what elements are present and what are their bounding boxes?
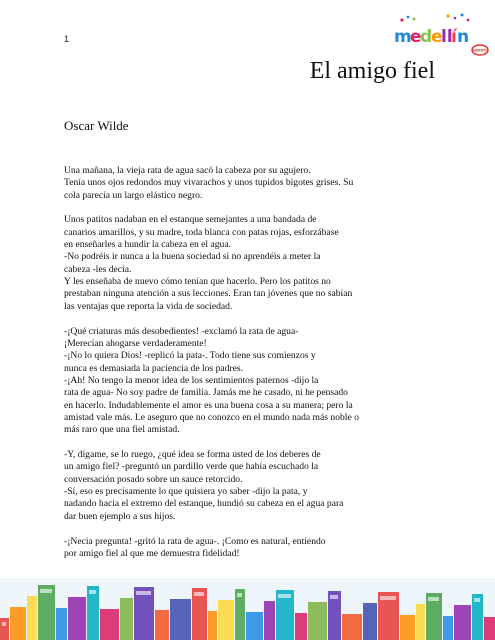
footer-book: [27, 596, 37, 640]
footer-book: [308, 602, 327, 640]
text-line: por amigo fiel al que me demuestra fidelidad!: [64, 547, 240, 559]
footer-book: [246, 612, 263, 640]
text-line: cabeza -les decía.: [64, 263, 132, 275]
footer-book: [264, 601, 275, 640]
footer-book: [443, 616, 453, 640]
footer-book: [342, 614, 362, 640]
footer-book-stripe: [89, 590, 96, 594]
text-line: nunca es demasiada la paciencia de los padres.: [64, 362, 244, 374]
footer-book: [363, 603, 377, 640]
text-line: cola parecía un largo elástico negro.: [64, 189, 203, 201]
page-number: 1: [64, 34, 70, 44]
text-line: -¡Necia pregunta! -gritó la rata de agua-. ¡Como es natural, entiendo: [64, 535, 326, 547]
text-line: un amigo fiel? -preguntó un pardillo verde que había escuchado la: [64, 461, 319, 473]
text-line: canarios amarillos, y su madre, toda blanca con patas rojas, esforzábase: [64, 226, 339, 238]
text-line: en hacerlo. Indudablemente el amor es una buena cosa a su manera; pero la: [64, 399, 353, 411]
paragraph: [64, 536, 444, 561]
text-line: las ventajas que reporta la vida de sociedad.: [64, 300, 233, 312]
footer-book: [68, 597, 86, 640]
footer-book: [484, 617, 495, 640]
text-line: -No podréis ir nunca a la buena sociedad si no aprendéis a meter la: [64, 251, 321, 263]
medellin-logo: [392, 12, 492, 62]
footer-book: [10, 607, 26, 640]
text-line: conversación posado sobre un sauce retorcido.: [64, 473, 243, 485]
document-title: El amigo fiel: [309, 58, 435, 84]
text-line: rata de agua- No soy padre de familia. Jamás me he casado, ni he pensado: [64, 387, 348, 399]
logo-dots: [400, 14, 469, 22]
text-line: Una mañana, la vieja rata de agua sacó la cabeza por su agujero.: [64, 165, 311, 176]
svg-text:e: e: [431, 27, 443, 47]
footer-book: [295, 613, 307, 640]
footer-book: [100, 609, 119, 640]
document-author: Oscar Wilde: [64, 118, 129, 133]
footer-book: [400, 615, 415, 640]
footer-book-stripe: [380, 596, 396, 600]
text-line: dar buen ejemplo a sus hijos.: [64, 510, 176, 522]
footer-book: [0, 618, 9, 640]
footer-book-stripe: [194, 592, 204, 596]
footer-book-stripe: [474, 598, 480, 602]
text-line: Y les enseñaba de nuevo cómo tenían que hacerlo. Pero los patitos no: [64, 276, 331, 288]
svg-text:d: d: [420, 27, 433, 47]
text-line: prestaban ninguna atención a sus lecciones. Eran tan jóvenes que no sabían: [64, 288, 353, 300]
svg-text:í: í: [451, 27, 457, 47]
text-line: nadando hacia el extremo del estanque, hundió su cabeza en el agua para: [64, 498, 344, 510]
svg-text:n: n: [457, 27, 470, 47]
footer-book-stripe: [40, 589, 52, 593]
text-line: amistad vale más. Le aseguro que no conozco en el mundo nada más noble o: [64, 411, 359, 423]
text-line: -¡Qué criaturas más desobedientes! -exclamó la rata de agua-: [64, 325, 299, 337]
footer-book-stripe: [278, 594, 291, 598]
svg-text:ABIERTO: ABIERTO: [471, 48, 489, 53]
text-line: -¡Ah! No tengo la menor idea de los sentimientos paternos -dijo la: [64, 374, 319, 386]
svg-text:e: e: [410, 27, 422, 47]
footer-book: [416, 604, 425, 640]
footer-book-stripe: [330, 595, 338, 599]
footer-book-stripe: [237, 593, 242, 597]
footer-book: [454, 605, 471, 640]
footer-bookshelf-illustration: [0, 578, 495, 640]
footer-book: [56, 608, 67, 640]
text-line: Unos patitos nadaban en el estanque semejantes a una bandada de: [64, 214, 317, 226]
footer-book-stripe: [428, 597, 439, 601]
text-line: -Sí, eso es precisamente lo que quisiera yo saber -dijo la pata, y: [64, 486, 308, 498]
footer-book: [120, 598, 133, 640]
text-line: ¡Merecían ahogarse verdaderamente!: [64, 337, 207, 349]
footer-book: [208, 611, 217, 640]
text-line: -¡No lo quiera Dios! -replicó la pata-. Todo tiene sus comienzos y: [64, 350, 316, 362]
footer-book: [155, 610, 169, 640]
footer-book: [38, 585, 55, 640]
footer-book: [87, 586, 99, 640]
footer-book: [218, 600, 234, 640]
footer-book-stripe: [136, 591, 151, 595]
svg-text:ll: ll: [441, 27, 453, 47]
paragraph: [64, 165, 444, 202]
paragraph: [64, 214, 444, 313]
text-line: -Y, dígame, se lo ruego, ¿qué idea se forma usted de los deberes de: [64, 449, 321, 461]
text-line: más raro que una fiel amistad.: [64, 424, 180, 436]
document-body: [64, 165, 444, 573]
paragraph: [64, 326, 444, 437]
footer-book-stripe: [2, 622, 6, 626]
text-line: en enseñarles a hundir la cabeza en el agua.: [64, 239, 232, 251]
footer-book: [170, 599, 191, 640]
paragraph: [64, 449, 444, 523]
svg-text:m: m: [394, 27, 412, 47]
text-line: Tenía unos ojos redondos muy vivarachos y unos tupidos bigotes grises. Su: [64, 177, 354, 189]
